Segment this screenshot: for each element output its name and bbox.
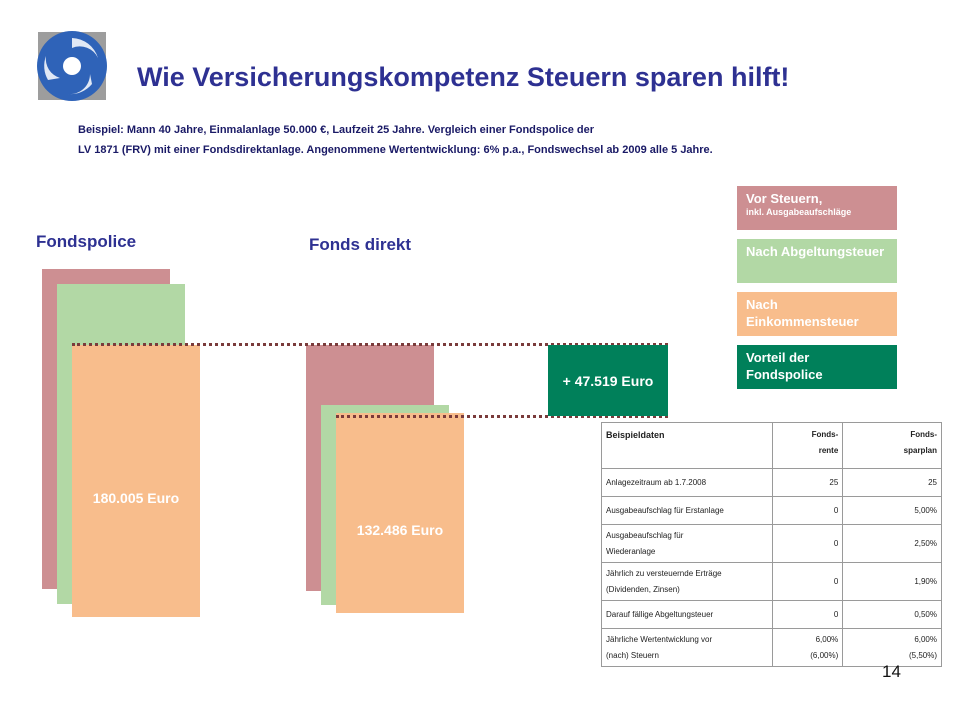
table-cell: 0 — [773, 525, 843, 563]
legend-item-einkommensteuer — [737, 292, 897, 336]
table-cell: Beispieldaten — [602, 423, 773, 469]
table-row — [602, 497, 942, 525]
subtitle-line-1: Beispiel: Mann 40 Jahre, Einmalanlage 50.000 €, Laufzeit 25 Jahre. Vergleich einer Fondspolice der — [78, 124, 594, 136]
table-cell: 1,90% — [843, 563, 942, 601]
table-cell: 0 — [773, 601, 843, 629]
category-label-fondspolice: Fondspolice — [36, 232, 137, 251]
table-cell: Jährliche Wertentwicklung vor (nach) Steuern — [602, 629, 773, 667]
table-row — [602, 525, 942, 563]
legend-item-vor-steuern — [737, 186, 897, 230]
table-cell: 25 — [773, 469, 843, 497]
legend-label: Vorteil der Fondspolice — [746, 350, 823, 382]
table-cell: 25 — [843, 469, 942, 497]
bar-value-label-fonds-direkt: 132.486 Euro — [356, 522, 444, 538]
page-number: 14 — [882, 662, 901, 681]
table-row — [602, 629, 942, 667]
legend-label: Nach Abgeltungsteuer — [746, 244, 885, 259]
company-logo — [34, 28, 110, 104]
table-cell: Jährlich zu versteuernde Erträge (Dividenden, Zinsen) — [602, 563, 773, 601]
table-cell: Ausgabeaufschlag für Erstanlage — [602, 497, 773, 525]
table-cell: 2,50% — [843, 525, 942, 563]
table-cell: 6,00% (5,50%) — [843, 629, 942, 667]
table-cell: 0 — [773, 497, 843, 525]
table-cell: Fonds- sparplan — [843, 423, 942, 469]
subtitle-line-2: LV 1871 (FRV) mit einer Fondsdirektanlage. Angenommene Wertentwicklung: 6% p.a., Fondswechsel ab 2009 alle 5 Jahre. — [78, 144, 713, 156]
table-row — [602, 563, 942, 601]
table-row — [602, 469, 942, 497]
table-cell: 5,00% — [843, 497, 942, 525]
bar-value-label-fondspolice: 180.005 Euro — [92, 490, 180, 506]
table-row — [602, 601, 942, 629]
legend-sublabel: inkl. Ausgabeaufschläge — [746, 207, 852, 217]
table-cell: 0 — [773, 563, 843, 601]
table-header-row — [602, 423, 942, 469]
advantage-box: + 47.519 Euro — [548, 345, 668, 416]
page-title: Wie Versicherungskompetenz Steuern sparen hilft! — [137, 62, 790, 92]
legend-label: Vor Steuern, — [746, 191, 823, 206]
table-cell: Darauf fällige Abgeltungsteuer — [602, 601, 773, 629]
table-cell: 0,50% — [843, 601, 942, 629]
table-cell: Ausgabeaufschlag für Wiederanlage — [602, 525, 773, 563]
legend-label: Nach Einkommensteuer — [746, 297, 859, 329]
table-cell: Anlagezeitraum ab 1.7.2008 — [602, 469, 773, 497]
legend-item-abgeltungsteuer — [737, 239, 897, 283]
bar-fonds-direkt-einkommensteuer — [336, 413, 464, 613]
page-subtitle — [78, 120, 713, 160]
table-cell: 6,00% (6,00%) — [773, 629, 843, 667]
category-label-fonds-direkt: Fonds direkt — [309, 235, 412, 254]
bar-fondspolice-einkommensteuer — [72, 345, 200, 617]
legend-item-vorteil — [737, 345, 897, 389]
table-cell: Fonds- rente — [773, 423, 843, 469]
example-data-table — [601, 422, 942, 667]
